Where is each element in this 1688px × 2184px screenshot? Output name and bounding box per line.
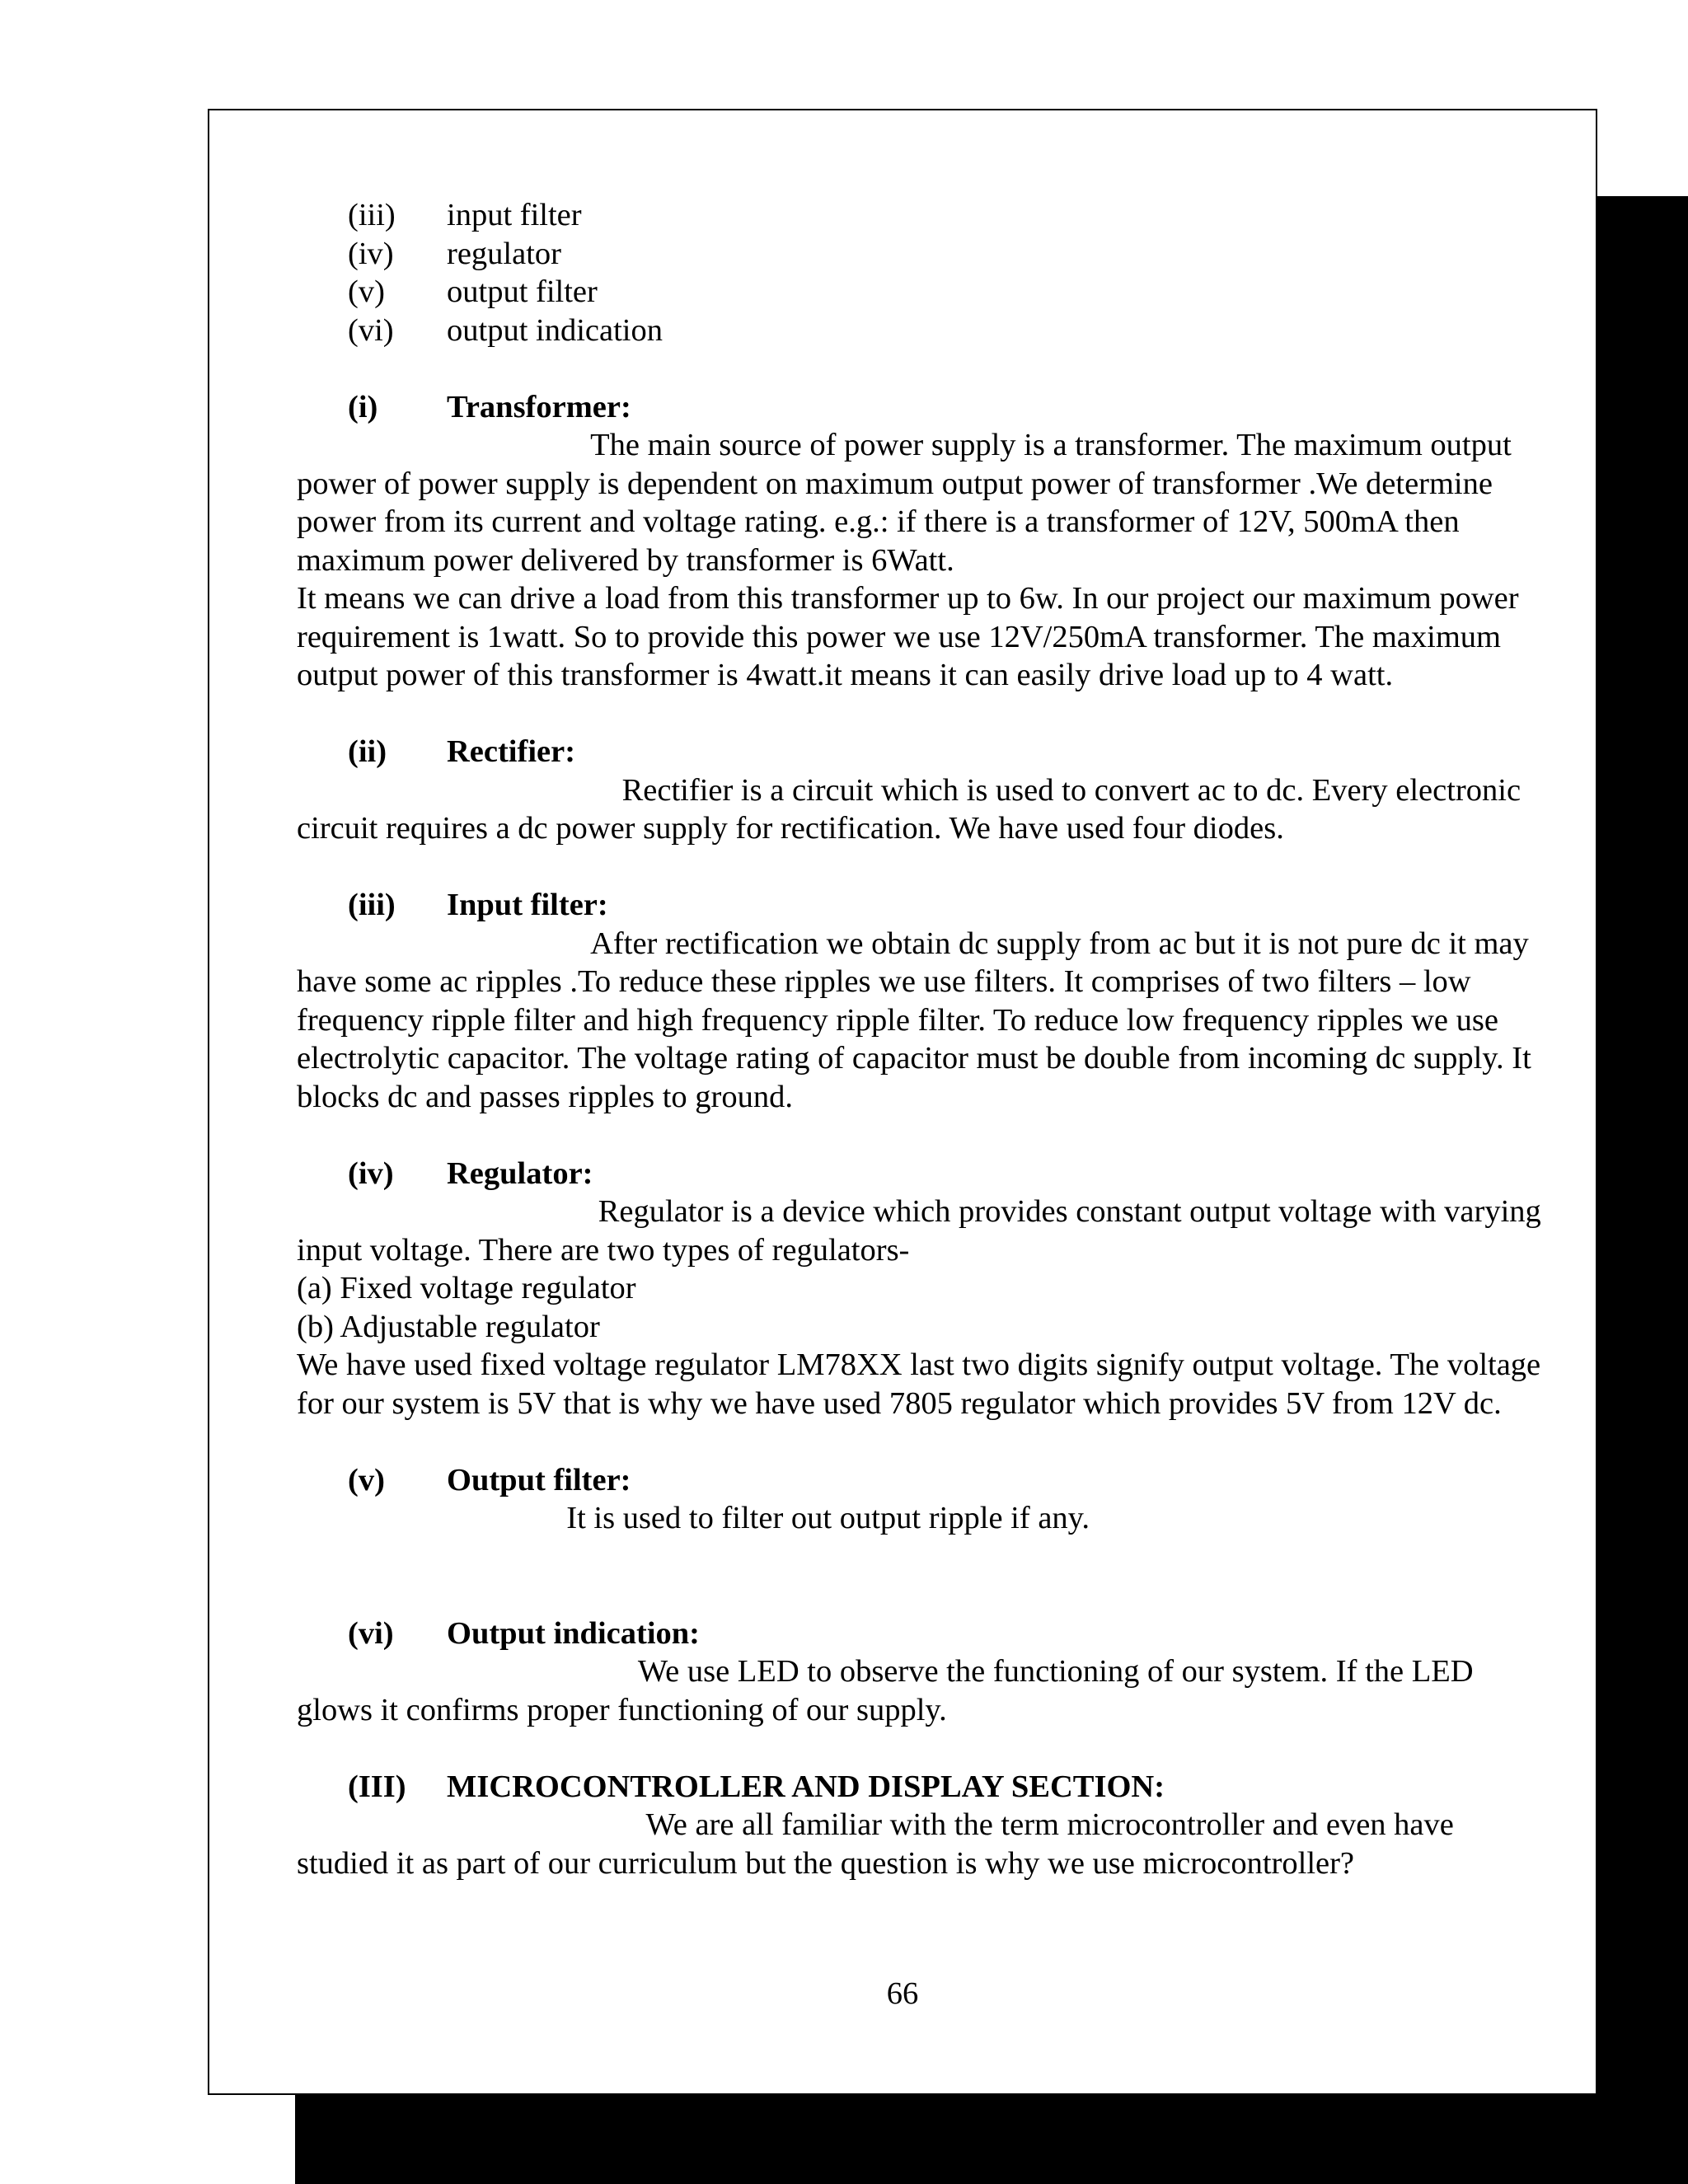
section-title: Regulator: xyxy=(447,1155,593,1191)
section-number: (ii) xyxy=(348,734,387,769)
paragraph: It is used to filter out output ripple if any. xyxy=(297,1501,1090,1535)
list-item xyxy=(297,312,1550,350)
list-item-label: input filter xyxy=(447,198,582,232)
page-number: 66 xyxy=(886,1976,919,2011)
section-heading-transformer xyxy=(297,388,1550,427)
page-content xyxy=(297,196,1550,1882)
section-heading-regulator xyxy=(297,1155,1550,1193)
list-item-label: output filter xyxy=(447,274,598,309)
paragraph: It means we can drive a load from this transformer up to 6w. In our project our maximum power requirement is 1watt. So to provide this power we use 12V/250mA transformer. The maximum output power of this transformer is 4watt.it means it can easily drive load up to 4 watt. xyxy=(297,581,1519,692)
paragraph: After rectification we obtain dc supply from ac but it is not pure dc it may have some ac ripples .To reduce these ripples we use filters. It comprises of two filters – low frequency ripple filter and high frequency ripple filter. To reduce low frequency ripples we use electrolytic capacitor. The voltage rating of capacitor must be double from incoming dc supply. It blocks dc and passes ripples to ground. xyxy=(297,926,1531,1114)
list-item xyxy=(297,235,1550,274)
section-title: Input filter: xyxy=(447,888,608,922)
paragraph: Regulator is a device which provides constant output voltage with varying input voltage. There are two types of regulators- xyxy=(297,1194,1541,1268)
section-title: MICROCONTROLLER AND DISPLAY SECTION: xyxy=(447,1769,1165,1804)
list-item-number: (v) xyxy=(348,274,385,309)
section-number: (vi) xyxy=(348,1615,394,1651)
section-title: Output filter: xyxy=(447,1462,631,1497)
section-number: (iii) xyxy=(348,888,396,922)
section-heading-microcontroller xyxy=(297,1768,1550,1807)
section-number: (v) xyxy=(348,1462,385,1497)
section-title: Rectifier: xyxy=(447,734,576,769)
section-number: (III) xyxy=(348,1769,406,1804)
paragraph: We are all familiar with the term microcontroller and even have studied it as part of our curriculum but the question is why we use microcontroller? xyxy=(297,1807,1454,1881)
list-item xyxy=(297,196,1550,235)
section-heading-output-filter xyxy=(297,1461,1550,1500)
list-item-number: (iii) xyxy=(348,198,396,232)
page-shadow-right xyxy=(1597,196,1688,2184)
section-heading-output-indication xyxy=(297,1615,1550,1653)
paragraph: Rectifier is a circuit which is used to convert ac to dc. Every electronic circuit requires a dc power supply for rectification. We have used four diodes. xyxy=(297,772,1522,846)
section-title: Transformer: xyxy=(447,389,631,424)
paragraph: We use LED to observe the functioning of our system. If the LED glows it confirms proper functioning of our supply. xyxy=(297,1654,1474,1727)
paragraph: The main source of power supply is a transformer. The maximum output power of power supply is dependent on maximum output power of transformer .We determine power from its current and voltage rating. e.g.: if there is a transformer of 12V, 500mA then maximum power delivered by transformer is 6Watt. xyxy=(297,428,1512,578)
list-item: (a) Fixed voltage regulator xyxy=(297,1271,636,1305)
list-item-label: output indication xyxy=(447,312,663,348)
section-heading-rectifier xyxy=(297,733,1550,771)
page-shadow-bottom xyxy=(295,2095,1688,2184)
section-title: Output indication: xyxy=(447,1615,701,1651)
section-number: (iv) xyxy=(348,1155,394,1191)
list-item-number: (iv) xyxy=(348,236,394,271)
list-item-number: (vi) xyxy=(348,312,394,348)
section-number: (i) xyxy=(348,389,378,424)
list-item: (b) Adjustable regulator xyxy=(297,1309,600,1344)
document-page xyxy=(208,109,1597,2095)
section-heading-input-filter xyxy=(297,886,1550,925)
paragraph: We have used fixed voltage regulator LM78XX last two digits signify output voltage. The voltage for our system is 5V that is why we have used 7805 regulator which provides 5V from 12V dc. xyxy=(297,1347,1541,1421)
list-item-label: regulator xyxy=(447,236,561,271)
list-item xyxy=(297,273,1550,312)
